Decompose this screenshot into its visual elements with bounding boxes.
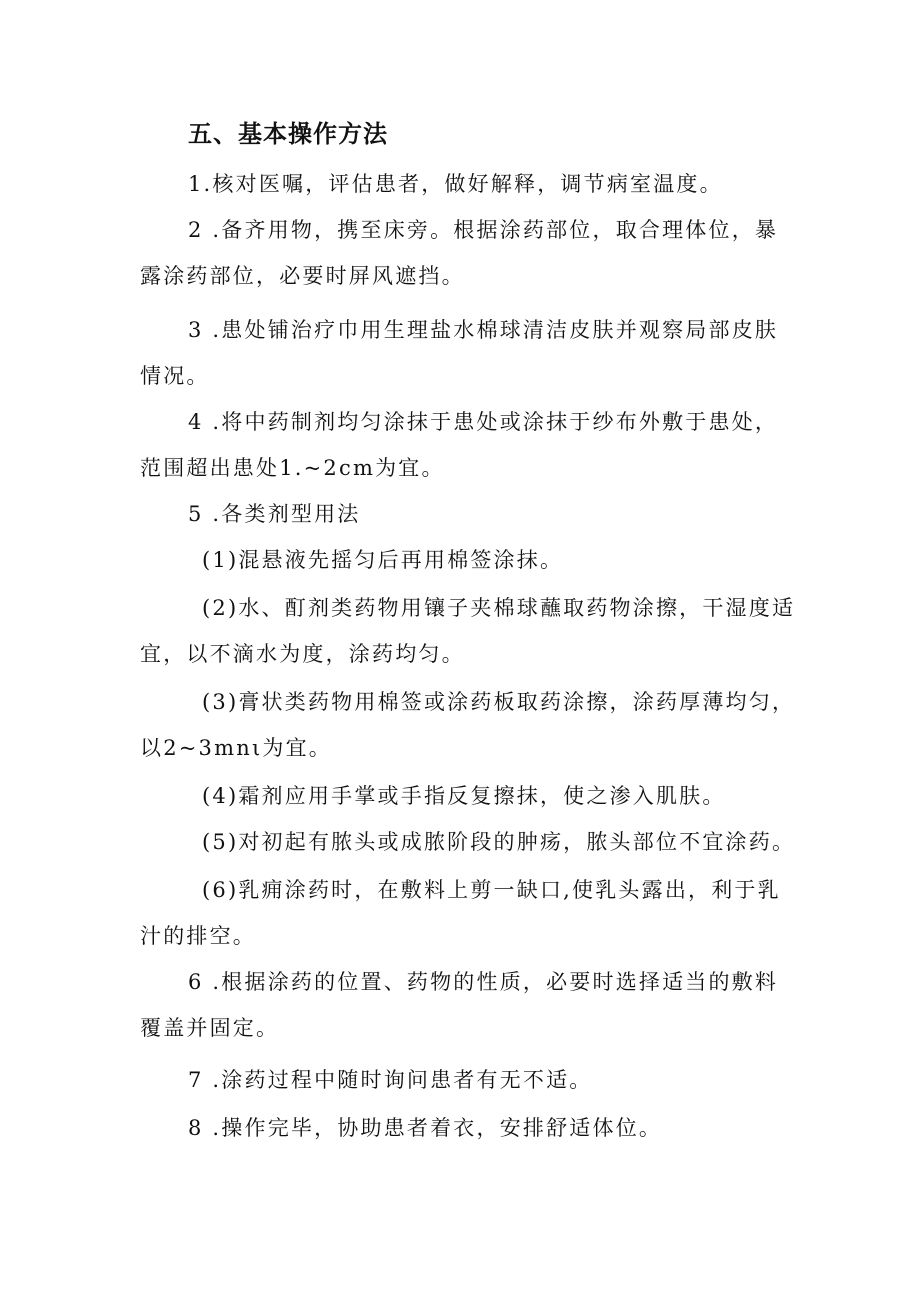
step-2-line-1: 2 .备齐用物，携至床旁。根据涂药部位，取合理体位，暴: [188, 218, 779, 242]
step-7-line: 7 .涂药过程中随时询问患者有无不适。: [188, 1068, 593, 1092]
step-4-line-2: 范围超出患处1.~2cm为宜。: [140, 456, 445, 480]
substep-1-line: (1)混悬液先摇匀后再用棉签涂抹。: [202, 548, 564, 572]
substep-2-line-2: 宜，以不滴水为度，涂药均匀。: [140, 642, 465, 666]
step-6-line-2: 覆盖并固定。: [140, 1016, 280, 1040]
step-3-line-2: 情况。: [140, 364, 210, 388]
substep-5-line: (5)对初起有脓头或成脓阶段的肿疡，脓头部位不宜涂药。: [202, 830, 796, 854]
step-3-line-1: 3 .患处铺治疗巾用生理盐水棉球清洁皮肤并观察局部皮肤: [188, 318, 779, 342]
step-2-line-2: 露涂药部位，必要时屏风遮挡。: [140, 264, 465, 288]
step-6-line-1: 6 .根据涂药的位置、药物的性质，必要时选择适当的敷料: [188, 970, 779, 994]
step-8-line: 8 .操作完毕，协助患者着衣，安排舒适体位。: [188, 1116, 663, 1140]
section-title: 五、基本操作方法: [188, 120, 388, 148]
step-5-line: 5 .各类剂型用法: [188, 502, 361, 526]
substep-6-line-2: 汁的排空。: [140, 924, 256, 948]
step-4-line-1: 4 .将中药制剂均匀涂抹于患处或涂抹于纱布外敷于患处，: [188, 410, 779, 434]
substep-2-line-1: (2)水、酊剂类药物用镶子夹棉球蘸取药物涂擦，干湿度适: [202, 596, 796, 620]
step-1-line: 1.核对医嘱，评估患者，做好解释，调节病室温度。: [188, 172, 723, 196]
substep-4-line: (4)霜剂应用手掌或手指反复擦抹，使之渗入肌肤。: [202, 784, 726, 808]
substep-3-line-1: (3)膏状类药物用棉签或涂药板取药涂擦，涂药厚薄均匀，: [202, 690, 796, 714]
substep-6-line-1: (6)乳痈涂药时，在敷料上剪一缺口,使乳头露出，利于乳: [202, 878, 781, 902]
substep-3-line-2: 以2~3mnι为宜。: [140, 736, 332, 760]
